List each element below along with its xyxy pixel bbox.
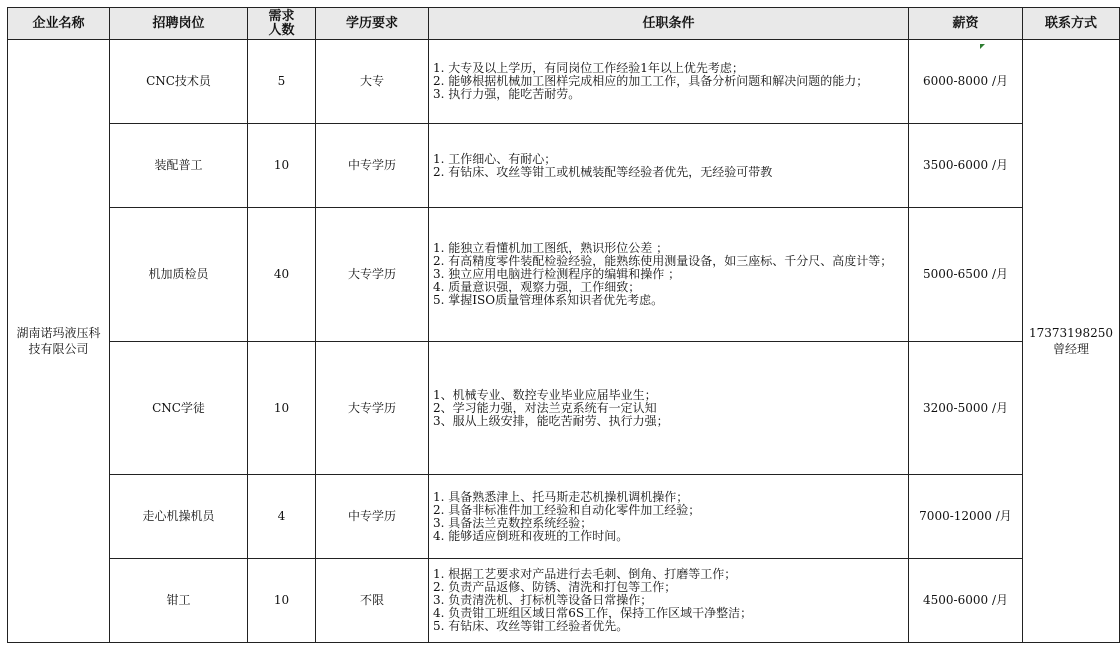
education-cell: 中专学历 <box>316 475 429 559</box>
requirement-line: 3. 具备法兰克数控系统经验； <box>433 515 593 530</box>
position-cell: 走心机操机员 <box>110 475 248 559</box>
header-contact: 联系方式 <box>1023 8 1120 40</box>
requirement-line: 1、机械专业、数控专业毕业应届毕业生； <box>433 387 657 402</box>
header-row <box>8 8 1120 40</box>
requirements-cell <box>429 40 909 124</box>
table-row <box>8 342 1120 475</box>
education-cell: 大专学历 <box>316 208 429 342</box>
requirement-line: 4. 质量意识强，观察力强，工作细致； <box>433 280 641 294</box>
requirement-line: 1. 工作细心、有耐心； <box>433 151 557 166</box>
contact-cell <box>1023 40 1120 643</box>
requirement-line: 4. 负责钳工班组区域日常6S工作，保持工作区域干净整洁； <box>433 606 753 620</box>
header-count-text: 需求人数 <box>268 8 295 38</box>
requirements-cell <box>429 124 909 208</box>
requirement-line: 4. 能够适应倒班和夜班的工作时间。 <box>433 528 629 543</box>
table-row <box>8 124 1120 208</box>
requirement-line: 1. 根据工艺要求对产品进行去毛刺、倒角、打磨等工作； <box>433 567 737 581</box>
contact-phone: 17373198250 <box>1029 326 1113 340</box>
company-name-cell <box>8 40 110 643</box>
requirement-line: 2、学习能力强，对法兰克系统有一定认知 <box>433 400 657 415</box>
position-cell: 机加质检员 <box>110 208 248 342</box>
count-cell: 40 <box>248 208 316 342</box>
requirement-line: 3. 执行力强，能吃苦耐劳。 <box>433 87 581 101</box>
requirement-line: 5. 掌握ISO质量管理体系知识者优先考虑。 <box>433 293 664 307</box>
requirement-line: 2. 能够根据机械加工图样完成相应的加工工作，具备分析问题和解决问题的能力； <box>433 74 869 88</box>
position-cell: CNC技术员 <box>110 40 248 124</box>
salary-cell: 5000-6500 /月 <box>909 208 1023 342</box>
education-cell: 不限 <box>316 559 429 643</box>
education-cell: 大专 <box>316 40 429 124</box>
requirement-line: 2. 具备非标准件加工经验和自动化零件加工经验； <box>433 502 701 517</box>
requirement-line: 5. 有钻床、攻丝等钳工经验者优先。 <box>433 619 629 633</box>
header-education: 学历要求 <box>316 8 429 40</box>
requirement-line: 1. 能独立看懂机加工图纸，熟识形位公差 ； <box>433 241 669 255</box>
company-name: 湖南诺玛液压科技有限公司 <box>16 326 101 356</box>
count-cell: 5 <box>248 40 316 124</box>
header-company: 企业名称 <box>8 8 110 40</box>
position-cell: 钳工 <box>110 559 248 643</box>
requirements-cell <box>429 475 909 559</box>
salary-cell: 3500-6000 /月 <box>909 124 1023 208</box>
cell-comment-marker <box>980 44 985 49</box>
education-cell: 大专学历 <box>316 342 429 475</box>
education-cell: 中专学历 <box>316 124 429 208</box>
contact-person: 曾经理 <box>1052 342 1089 356</box>
count-cell: 10 <box>248 559 316 643</box>
requirements-cell <box>429 559 909 643</box>
requirement-line: 2. 负责产品返修、防锈、清洗和打包等工作； <box>433 580 677 594</box>
recruitment-table <box>7 7 1120 643</box>
requirements-cell <box>429 208 909 342</box>
salary-cell: 6000-8000 /月 <box>909 40 1023 124</box>
salary-cell: 3200-5000 /月 <box>909 342 1023 475</box>
header-salary: 薪资 <box>909 8 1023 40</box>
table-row <box>8 40 1120 124</box>
salary-cell: 4500-6000 /月 <box>909 559 1023 643</box>
requirements-cell <box>429 342 909 475</box>
requirement-line: 3. 独立应用电脑进行检测程序的编辑和操作 ； <box>433 267 681 281</box>
requirement-line: 1. 具备熟悉津上、托马斯走芯机操机调机操作； <box>433 489 689 504</box>
requirement-line: 1. 大专及以上学历，有同岗位工作经验1年以上优先考虑； <box>433 61 744 75</box>
requirement-line: 3、服从上级安排，能吃苦耐劳、执行力强； <box>433 413 669 428</box>
requirement-line: 2. 有钻床、攻丝等钳工或机械装配等经验者优先，无经验可带教 <box>433 164 773 179</box>
requirement-line: 3. 负责清洗机、打标机等设备日常操作； <box>433 593 653 607</box>
header-count <box>248 8 316 40</box>
requirement-line: 2. 有高精度零件装配检验经验，能熟练使用测量设备，如三座标、千分尺、高度计等； <box>433 254 893 268</box>
position-cell: CNC学徒 <box>110 342 248 475</box>
table-row <box>8 475 1120 559</box>
table-row <box>8 559 1120 643</box>
header-requirements: 任职条件 <box>429 8 909 40</box>
count-cell: 4 <box>248 475 316 559</box>
salary-cell: 7000-12000 /月 <box>909 475 1023 559</box>
count-cell: 10 <box>248 342 316 475</box>
header-position: 招聘岗位 <box>110 8 248 40</box>
table-row <box>8 208 1120 342</box>
position-cell: 装配普工 <box>110 124 248 208</box>
count-cell: 10 <box>248 124 316 208</box>
recruitment-table-wrapper <box>7 7 1120 643</box>
